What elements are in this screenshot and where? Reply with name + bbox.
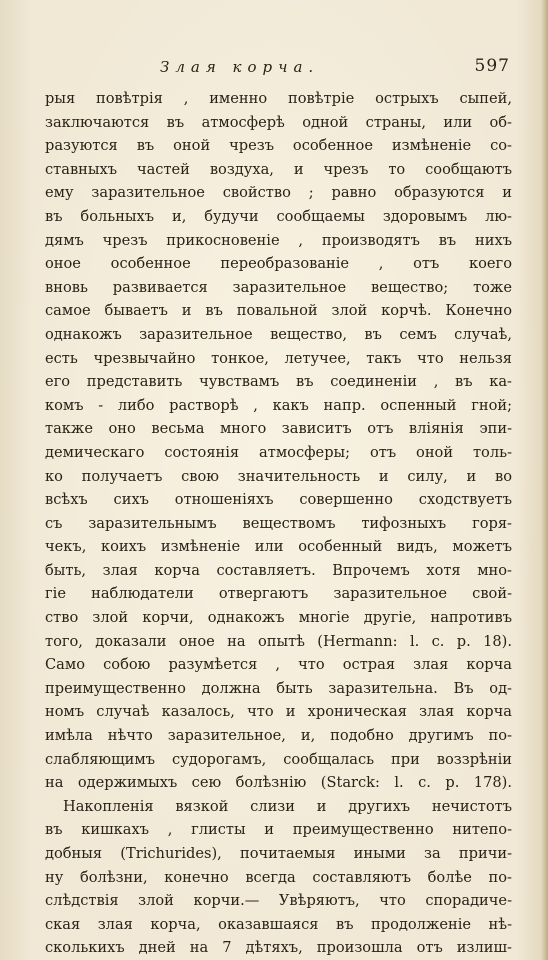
text-line: слабляющимъ судорогамъ, сообщалась при воззрѣніи [45,750,512,768]
text-line: дямъ чрезъ прикосновеніе , производятъ въ нихъ [45,231,512,249]
text-line: всѣхъ сихъ отношеніяхъ совершенно сходствуетъ [45,491,512,509]
text-line: рыя повѣтрія , именно повѣтріе острыхъ сыпей, [45,90,512,107]
text-line: ему заразительное свойство ; равно образуются и [45,184,512,202]
text-line: ставныхъ частей воздуха, и чрезъ то сообщаютъ [45,160,512,178]
text-line: заключаются въ атмосферѣ одной страны, или об- [45,113,512,131]
text-line: ская злая корча, оказавшаяся въ продолженіе нѣ- [45,915,512,933]
page-header [48,56,510,82]
text-line: чекъ, коихъ измѣненіе или особенный видъ, можетъ [45,538,512,556]
text-line: оное особенное переобразованіе , отъ коего [45,255,512,273]
text-line: того, доказали оное на опытѣ (Hermann: l. c. p. 18). [45,632,512,650]
text-line: номъ случаѣ казалось, что и хроническая злая корча [45,703,512,721]
text-line: въ кишкахъ , глисты и преимущественно нитепо- [45,821,512,839]
text-line: Само собою разумѣется , что острая злая корча [45,656,512,674]
text-line: на одержимыхъ сею болѣзнію (Starck: l. c. p. 178). [45,774,512,792]
text-line: демическаго состоянія атмосферы; отъ оной толь- [45,443,512,461]
text-line: однакожъ заразительное вещество, въ семъ случаѣ, [45,325,512,343]
text-line: быть, злая корча составляетъ. Впрочемъ хотя мно- [45,561,512,579]
text-line: ну болѣзни, конечно всегда составляютъ болѣе по- [45,868,512,886]
text-line: гіе наблюдатели отвергаютъ заразительное свой- [45,585,512,603]
text-line: комъ - либо растворѣ , какъ напр. оспенный гной; [45,396,512,414]
text-line: также оно весьма много зависитъ отъ вліянія эпи- [45,420,512,438]
text-line: ство злой корчи, однакожъ многіе другіе, напротивъ [45,609,512,627]
text-line: имѣла нѣчто заразительное, и, подобно другимъ по- [45,727,512,745]
page-edge-shadow [541,0,548,960]
text-line: съ заразительнымъ веществомъ тифозныхъ горя- [45,514,512,532]
text-line: вновь развивается заразительное вещество; тоже [45,278,512,296]
text-line-paragraph-start: Накопленія вязкой слизи и другихъ нечистотъ [63,797,512,815]
body-text [45,87,512,960]
text-line: разуются въ оной чрезъ особенное измѣненіе со- [45,137,512,155]
text-line: ко получаетъ свою значительность и силу, и во [45,467,512,485]
text-line: есть чрезвычайно тонкое, летучее, такъ что нельзя [45,349,512,367]
text-line: преимущественно должна быть заразительна. Въ од- [45,679,512,697]
text-line: слѣдствія злой корчи.— Увѣряютъ, что спорадиче- [45,892,512,910]
text-line: самое бываетъ и въ повальной злой корчѣ. Конечно [45,302,512,320]
text-line: сколькихъ дней на 7 дѣтяхъ, произошла отъ излиш- [45,939,512,957]
text-line: добныя (Trichurides), почитаемыя иными за причи- [45,845,512,862]
text-line: въ больныхъ и, будучи сообщаемы здоровымъ лю- [45,207,512,225]
page-number: 597 [474,56,510,76]
running-title: Злая корча. [160,58,320,76]
text-line: его представить чувствамъ въ соединеніи , въ ка- [45,373,512,391]
